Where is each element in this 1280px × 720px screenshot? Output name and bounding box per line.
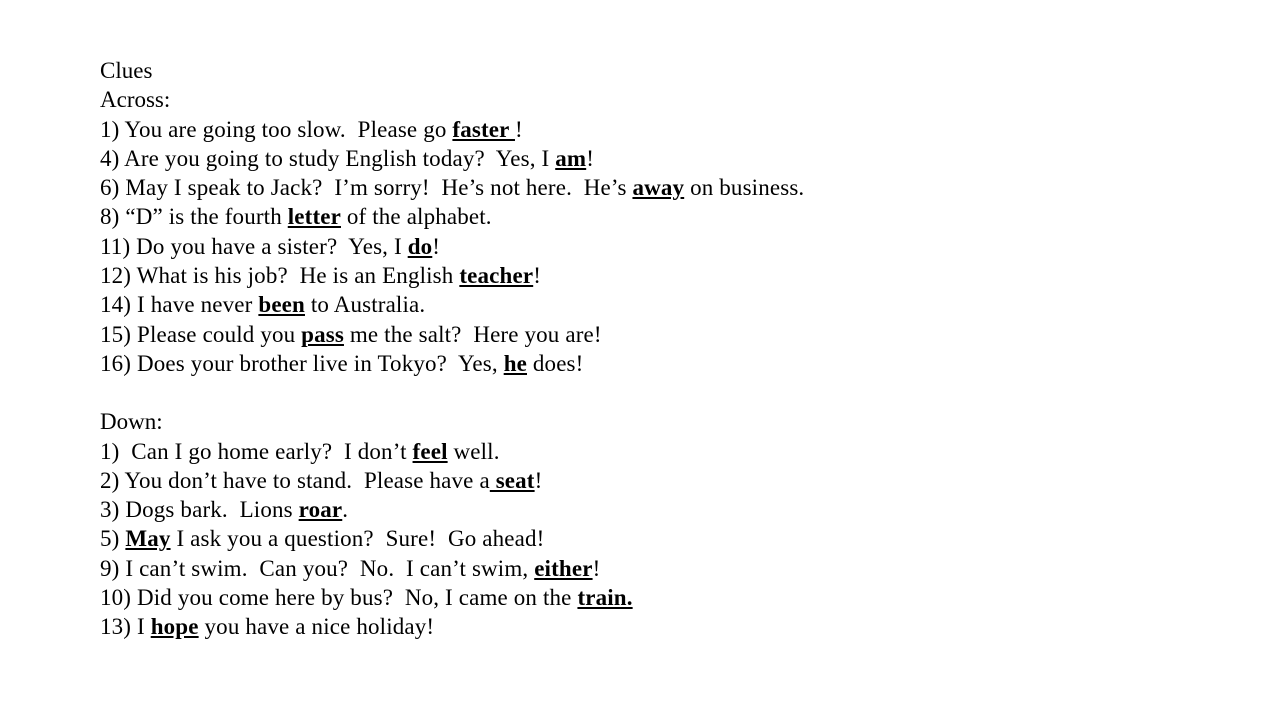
clue-line (100, 320, 1200, 349)
clue-line (100, 349, 1200, 378)
clue-text-before: “D” is the fourth (119, 204, 288, 230)
clue-line (100, 202, 1200, 231)
clue-text-after: to Australia. (304, 292, 426, 318)
clue-answer: roar (298, 497, 343, 523)
clue-number: 3) (100, 497, 120, 523)
clue-text-before: I have never (131, 292, 259, 318)
clue-text-after: ! (533, 263, 541, 289)
clue-number: 1) (100, 116, 120, 142)
clue-number: 9) (100, 555, 120, 581)
clue-answer: do (407, 233, 433, 259)
clue-line (100, 583, 1200, 612)
clue-text-before: You don’t have to stand. Please have a (119, 467, 490, 493)
clue-number: 12) (100, 263, 132, 289)
clue-number: 8) (100, 204, 120, 230)
clue-text-before: What is his job? He is an English (131, 263, 460, 289)
clue-line (100, 261, 1200, 290)
clue-text-after: I ask you a question? Sure! Go ahead! (170, 526, 545, 552)
down-heading: Down: (100, 409, 163, 435)
across-heading: Across: (100, 87, 171, 113)
clue-text-before: Dogs bark. Lions (119, 497, 299, 523)
clue-text-after: ! (592, 555, 601, 581)
clue-text-after: of the alphabet. (340, 204, 492, 230)
clue-answer: teacher (459, 263, 534, 289)
clue-line (100, 466, 1200, 495)
clue-text-before: I can’t swim. Can you? No. I can’t swim, (119, 555, 535, 581)
clue-text-after: well. (447, 438, 500, 464)
clue-number: 16) (100, 350, 132, 376)
page-title: Clues (100, 58, 153, 83)
clue-line (100, 115, 1200, 144)
clue-text-after: me the salt? Here you are! (343, 321, 602, 347)
clue-line (100, 290, 1200, 319)
clue-answer: May (125, 526, 171, 552)
clue-number: 11) (100, 233, 131, 259)
clue-number: 5) (100, 526, 120, 552)
clue-answer: hope (150, 614, 199, 640)
clue-line (100, 144, 1200, 173)
clue-answer: either (534, 555, 593, 581)
clue-line (100, 495, 1200, 524)
clue-answer: seat (489, 467, 535, 493)
clue-line (100, 524, 1200, 553)
clue-text-after: ! (586, 145, 594, 171)
clue-number: 4) (100, 145, 120, 171)
clue-text-after: does! (527, 350, 584, 376)
clue-answer: pass (301, 321, 344, 347)
clue-answer: train. (577, 585, 633, 611)
clue-text-before: Did you come here by bus? No, I came on the (131, 585, 578, 611)
clue-line (100, 437, 1200, 466)
clue-number: 13) (100, 614, 132, 640)
clues-document (100, 56, 1200, 642)
clue-line (100, 612, 1200, 641)
clue-text-before: Does your brother live in Tokyo? Yes, (131, 350, 504, 376)
clue-number: 14) (100, 292, 132, 318)
clue-line (100, 232, 1200, 261)
clue-text-after: ! (514, 116, 523, 142)
clue-answer: letter (287, 204, 341, 230)
clue-answer: feel (412, 438, 448, 464)
clue-number: 10) (100, 585, 132, 611)
down-section (100, 407, 1200, 641)
clue-line (100, 554, 1200, 583)
clue-text-before: You are going too slow. Please go (119, 116, 453, 142)
clue-text-after: ! (432, 233, 441, 259)
clue-answer: he (503, 350, 527, 376)
clue-answer: away (632, 175, 685, 201)
clue-text-before: Do you have a sister? Yes, I (130, 233, 408, 259)
clue-text-after: ! (534, 467, 543, 493)
clue-text-after: you have a nice holiday! (198, 614, 435, 640)
clue-text-after: . (342, 497, 349, 523)
section-spacer (100, 378, 1200, 407)
clue-text-after: on business. (684, 175, 805, 201)
clue-line (100, 173, 1200, 202)
clue-answer: been (258, 292, 305, 318)
clue-answer: faster (452, 116, 515, 142)
clue-number: 15) (100, 321, 132, 347)
clue-text-before: Can I go home early? I don’t (119, 438, 413, 464)
clue-text-before: Please could you (131, 321, 302, 347)
clue-answer: am (555, 145, 587, 171)
clue-number: 2) (100, 467, 120, 493)
clue-number: 6) (100, 175, 120, 201)
clue-number: 1) (100, 438, 120, 464)
across-section (100, 85, 1200, 378)
clue-text-before: I (131, 614, 151, 640)
clue-text-before: Are you going to study English today? Yes, I (119, 145, 556, 171)
clue-text-before: May I speak to Jack? I’m sorry! He’s not here. He’s (119, 175, 633, 201)
